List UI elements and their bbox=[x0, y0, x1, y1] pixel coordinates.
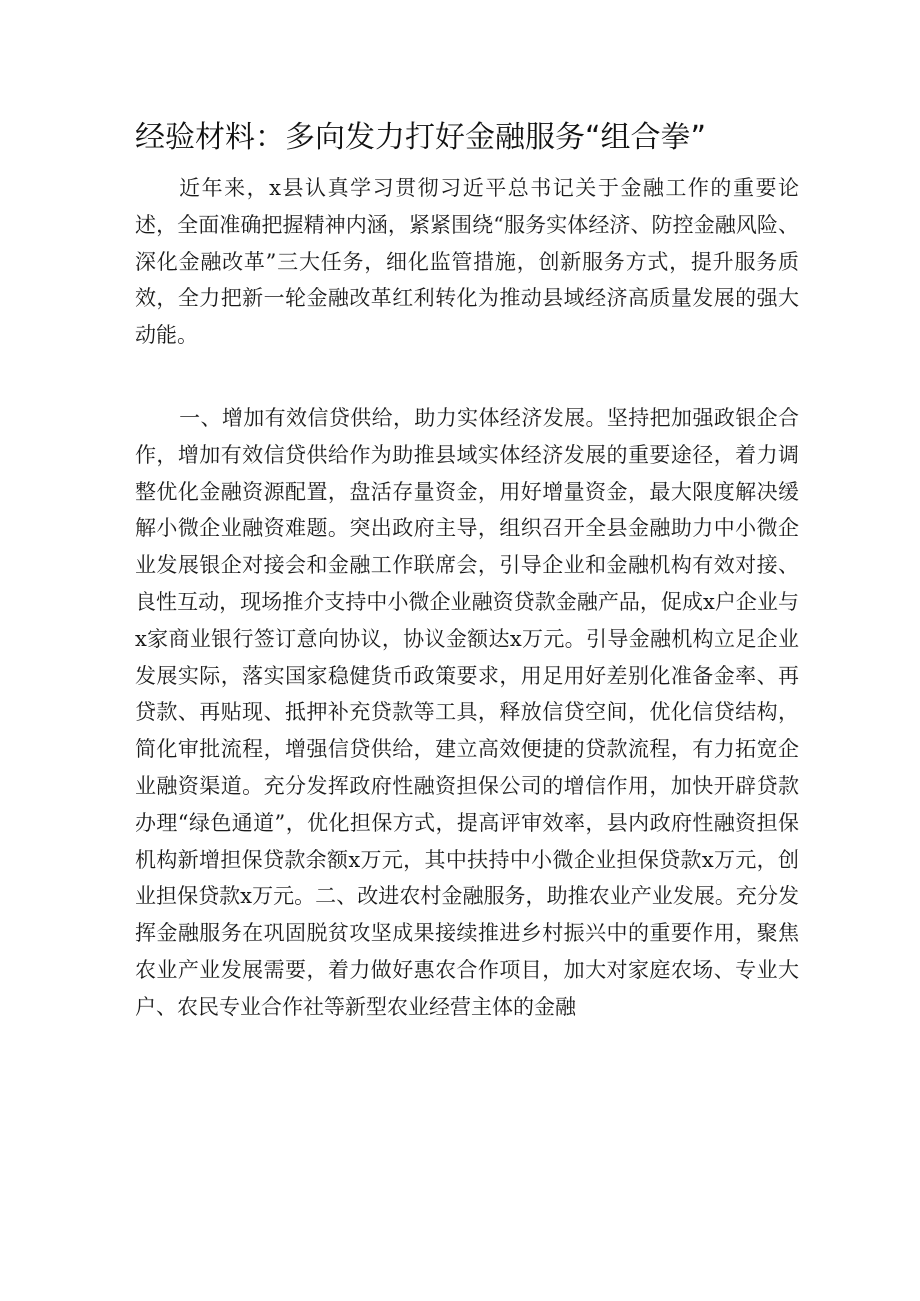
document-title: 经验材料：多向发力打好金融服务“组合拳” bbox=[135, 120, 707, 155]
paragraph-intro: 近年来，x县认真学习贯彻习近平总书记关于金融工作的重要论述，全面准确把握精神内涵，紧紧围绕“服务实体经济、防控金融风险、深化金融改革”三大任务，细化监管措施，创新服务方式，提升服务质效，全力把新一轮金融改革红利转化为推动县域经济高质量发展的强大动能。 bbox=[135, 176, 799, 348]
paragraph-section-one: 一、增加有效信贷供给，助力实体经济发展。坚持把加强政银企合作，增加有效信贷供给作为助推县域实体经济发展的重要途径，着力调整优化金融资源配置，盘活存量资金，用好增量资金，最大限度解决缓解小微企业融资难题。突出政府主导，组织召开全县金融助力中小微企业发展银企对接会和金融工作联席会，引导企业和金融机构有效对接、良性互动，现场推介支持中小微企业融资贷款金融产品，促成x户企业与x家商业银行签订意向协议，协议金额达x万元。引导金融机构立足企业发展实际，落实国家稳健货币政策要求，用足用好差别化准备金率、再贷款、再贴现、抵押补充贷款等工具，释放信贷空间，优化信贷结构，简化审批流程，增强信贷供给，建立高效便捷的贷款流程，有力拓宽企业融资渠道。充分发挥政府性融资担保公司的增信作用，加快开辟贷款办理“绿色通道”，优化担保方式，提高评审效率，县内政府性融资担保机构新增担保贷款余额x万元，其中扶持中小微企业担保贷款x万元，创业担保贷款x万元。二、改进农村金融服务，助推农业产业发展。充分发挥金融服务在巩固脱贫攻坚成果接续推进乡村振兴中的重要作用，聚焦农业产业发展需要，着力做好惠农合作项目，加大对家庭农场、专业大户、农民专业合作社等新型农业经营主体的金融 bbox=[135, 406, 799, 1019]
